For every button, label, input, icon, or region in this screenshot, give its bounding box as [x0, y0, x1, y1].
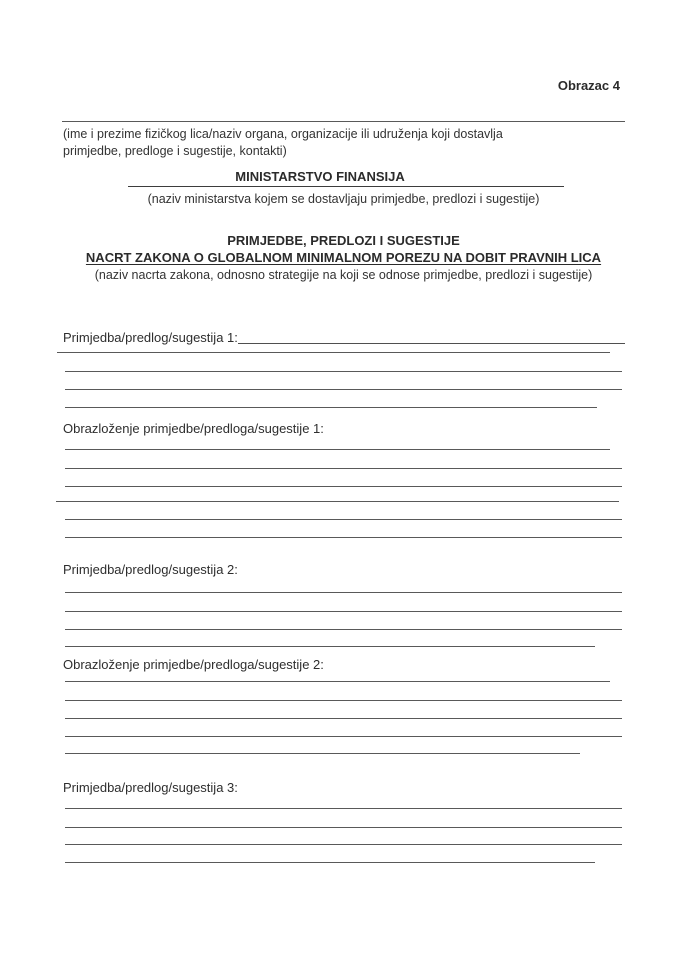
- blank-writing-line: [65, 862, 595, 863]
- submitter-blank-line: [62, 121, 625, 122]
- blank-writing-line: [65, 611, 622, 612]
- section-4-label: Obrazloženje primjedbe/predloga/sugestije 2:: [63, 657, 324, 672]
- blank-writing-line: [65, 371, 622, 372]
- section-3-label: Primjedba/predlog/sugestija 2:: [63, 562, 238, 577]
- blank-writing-line: [65, 468, 622, 469]
- section-1-inline-blank-line: [238, 343, 625, 344]
- blank-writing-line: [65, 389, 622, 390]
- section-1-label-row: [63, 330, 625, 346]
- blank-writing-line: [65, 486, 622, 487]
- submitter-caption-line1: (ime i prezime fizičkog lica/naziv organa, organizacije ili udruženja koji dostavlja: [63, 127, 503, 141]
- section-2-label: Obrazloženje primjedbe/predloga/sugestije 1:: [63, 421, 324, 436]
- blank-writing-line: [57, 352, 610, 353]
- blank-writing-line: [65, 592, 622, 593]
- blank-writing-line: [65, 753, 580, 754]
- form-title: PRIMJEDBE, PREDLOZI I SUGESTIJE: [227, 233, 460, 248]
- blank-writing-line: [65, 407, 597, 408]
- blank-writing-line: [65, 827, 622, 828]
- blank-writing-line: [65, 646, 595, 647]
- blank-writing-line: [65, 681, 610, 682]
- blank-writing-line: [65, 808, 622, 809]
- submitter-caption-line2: primjedbe, predloge i sugestije, kontakti): [63, 144, 287, 158]
- law-caption: (naziv nacrta zakona, odnosno strategije na koji se odnose primjedbe, predlozi i sugestije): [94, 268, 593, 282]
- law-title: NACRT ZAKONA O GLOBALNOM MINIMALNOM POREZU NA DOBIT PRAVNIH LICA: [85, 250, 602, 265]
- blank-writing-line: [65, 519, 622, 520]
- blank-writing-line: [56, 501, 619, 502]
- blank-writing-line: [65, 736, 622, 737]
- ministry-name-line: [128, 168, 564, 187]
- blank-writing-line: [65, 537, 622, 538]
- blank-writing-line: [65, 844, 622, 845]
- ministry-name: MINISTARSTVO FINANSIJA: [235, 169, 405, 184]
- blank-writing-line: [65, 449, 610, 450]
- form-number: Obrazac 4: [557, 78, 620, 93]
- section-1-label: Primjedba/predlog/sugestija 1:: [63, 330, 238, 345]
- section-5-label: Primjedba/predlog/sugestija 3:: [63, 780, 238, 795]
- blank-writing-line: [65, 700, 622, 701]
- ministry-caption: (naziv ministarstva kojem se dostavljaju primjedbe, predlozi i sugestije): [147, 192, 540, 206]
- blank-writing-line: [65, 629, 622, 630]
- blank-writing-line: [65, 718, 622, 719]
